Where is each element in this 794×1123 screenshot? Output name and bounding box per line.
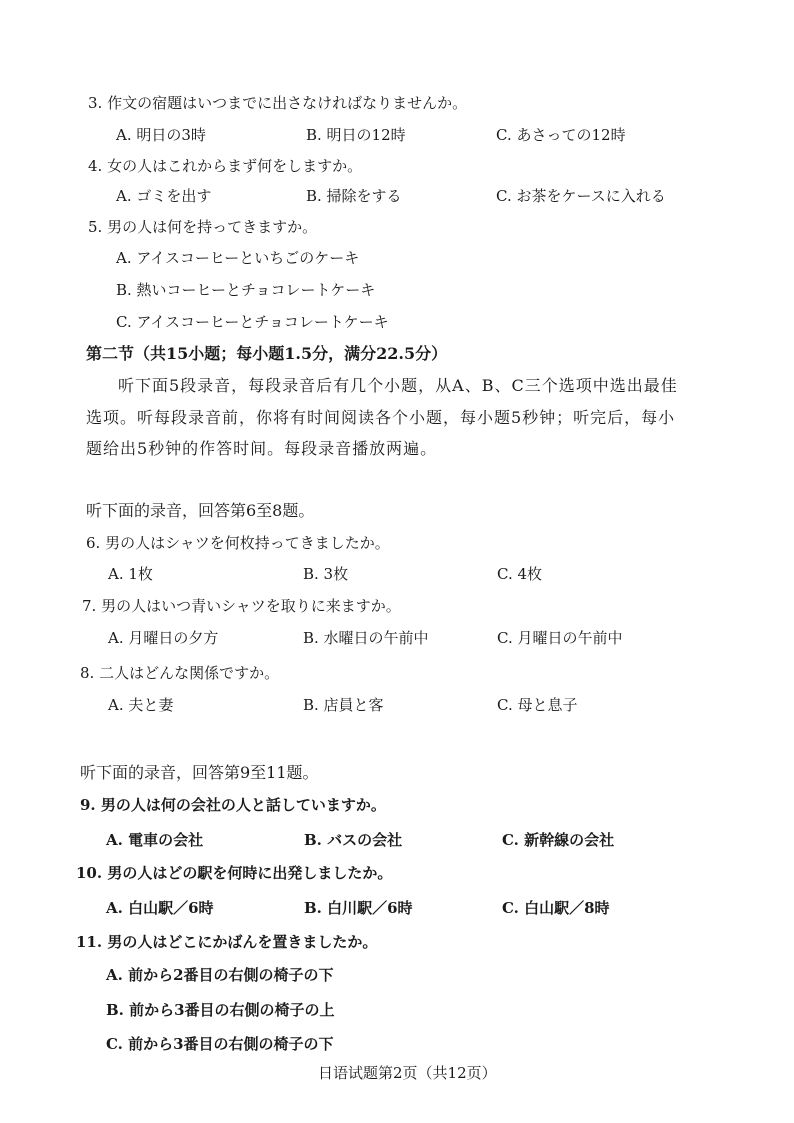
q7-option-a: A. 月曜日の夕方 bbox=[108, 629, 219, 647]
q6-option-c: C. 4枚 bbox=[497, 565, 543, 583]
question-8: 8. 二人はどんな関係ですか。 bbox=[80, 664, 280, 682]
q10-option-c: C. 白山駅／8時 bbox=[502, 899, 610, 917]
group-1-intro: 听下面的录音，回答第6至8题。 bbox=[86, 501, 315, 520]
question-7: 7. 男の人はいつ青いシャツを取りに来ますか。 bbox=[82, 597, 401, 615]
q7-option-b: B. 水曜日の午前中 bbox=[303, 629, 429, 647]
q9-option-b: B. バスの会社 bbox=[304, 831, 403, 849]
q4-option-c: C. お茶をケースに入れる bbox=[496, 187, 666, 205]
q3-option-c: C. あさっての12時 bbox=[496, 126, 626, 144]
q10-option-b: B. 白川駅／6時 bbox=[304, 899, 413, 917]
page-footer: 日语试题第2页（共12页） bbox=[318, 1064, 497, 1082]
group-2-intro: 听下面的录音，回答第9至11题。 bbox=[80, 763, 319, 782]
q5-option-b: B. 熱いコーヒーとチョコレートケーキ bbox=[116, 281, 376, 299]
instructions-line-3: 题给出5秒钟的作答时间。每段录音播放两遍。 bbox=[86, 439, 438, 458]
question-11: 11. 男の人はどこにかばんを置きましたか。 bbox=[76, 933, 378, 951]
question-10: 10. 男の人はどの駅を何時に出発しましたか。 bbox=[76, 864, 393, 882]
q10-option-a: A. 白山駅／6時 bbox=[106, 899, 214, 917]
question-3: 3. 作文の宿題はいつまでに出さなければなりませんか。 bbox=[88, 94, 468, 112]
q6-option-b: B. 3枚 bbox=[303, 565, 349, 583]
q4-option-a: A. ゴミを出す bbox=[116, 187, 212, 205]
q3-option-a: A. 明日の3時 bbox=[116, 126, 206, 144]
q5-option-c: C. アイスコーヒーとチョコレートケーキ bbox=[116, 313, 389, 331]
question-5: 5. 男の人は何を持ってきますか。 bbox=[88, 218, 318, 236]
q4-option-b: B. 掃除をする bbox=[306, 187, 402, 205]
q3-option-b: B. 明日の12時 bbox=[306, 126, 406, 144]
q9-option-c: C. 新幹線の会社 bbox=[502, 831, 615, 849]
q11-option-a: A. 前から2番目の右側の椅子の下 bbox=[106, 966, 334, 984]
question-6: 6. 男の人はシャツを何枚持ってきましたか。 bbox=[86, 534, 390, 552]
q7-option-c: C. 月曜日の午前中 bbox=[497, 629, 623, 647]
q8-option-a: A. 夫と妻 bbox=[108, 696, 174, 714]
q11-option-c: C. 前から3番目の右側の椅子の下 bbox=[106, 1035, 334, 1053]
section-title: 第二节（共15小题；每小题1.5分，满分22.5分） bbox=[86, 344, 448, 363]
instructions-line-2: 选项。听每段录音前，你将有时间阅读各个小题，每小题5秒钟；听完后，每小 bbox=[86, 408, 676, 427]
q5-option-a: A. アイスコーヒーといちごのケーキ bbox=[116, 249, 360, 267]
q6-option-a: A. 1枚 bbox=[108, 565, 153, 583]
question-4: 4. 女の人はこれからまず何をしますか。 bbox=[88, 157, 363, 175]
q8-option-c: C. 母と息子 bbox=[497, 696, 578, 714]
q11-option-b: B. 前から3番目の右側の椅子の上 bbox=[106, 1001, 335, 1019]
q8-option-b: B. 店員と客 bbox=[303, 696, 384, 714]
question-9: 9. 男の人は何の会社の人と話していますか。 bbox=[80, 796, 386, 814]
q9-option-a: A. 電車の会社 bbox=[106, 831, 204, 849]
instructions-line-1: 听下面5段录音，每段录音后有几个小题，从A、B、C三个选项中选出最佳 bbox=[118, 376, 678, 395]
